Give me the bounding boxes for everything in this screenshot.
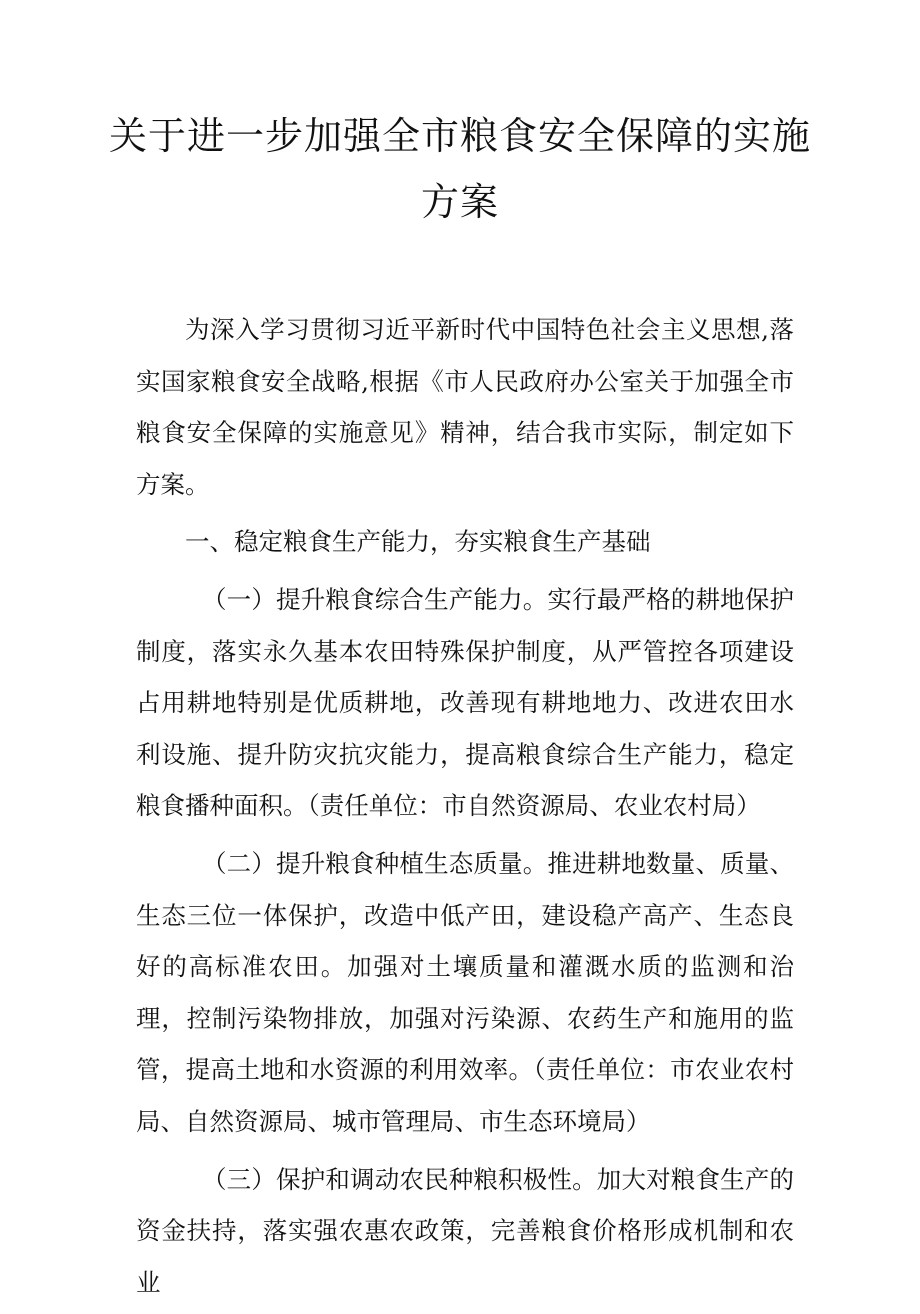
- item-paragraph-2: （二）提升粮食种植生态质量。推进耕地数量、质量、生态三位一体保护，改造中低产田，建设稳产高产、生态良好的高标准农田。加强对土壤质量和灌溉水质的监测和治理，控制污染物排放，加强对污染源、农药生产和施用的监管，提高土地和水资源的利用效率。（责任单位：市农业农村局、自然资源局、城市管理局、市生态环境局）: [136, 848, 794, 1136]
- section-heading-1: 一、稳定粮食生产能力，夯实粮食生产基础: [185, 527, 651, 557]
- intro-paragraph: 为深入学习贯彻习近平新时代中国特色社会主义思想,落实国家粮食安全战略,根据《市人民政府办公室关于加强全市粮食安全保障的实施意见》精神，结合我市实际，制定如下方案。: [136, 315, 794, 499]
- item-paragraph-3: （三）保护和调动农民种粮积极性。加大对粮食生产的资金扶持，落实强农惠农政策，完善粮食价格形成机制和农业: [136, 1164, 794, 1297]
- item-paragraph-1: （一）提升粮食综合生产能力。实行最严格的耕地保护制度，落实永久基本农田特殊保护制度，从严管控各项建设占用耕地特别是优质耕地，改善现有耕地地力、改进农田水利设施、提升防灾抗灾能力，提高粮食综合生产能力，稳定粮食播种面积。（责任单位：市自然资源局、农业农村局）: [136, 584, 794, 821]
- document-title-line-1: 关于进一步加强全市粮食安全保障的实施: [108, 114, 811, 158]
- document-body: [136, 304, 794, 1314]
- document-title-line-2: 方案: [420, 180, 499, 224]
